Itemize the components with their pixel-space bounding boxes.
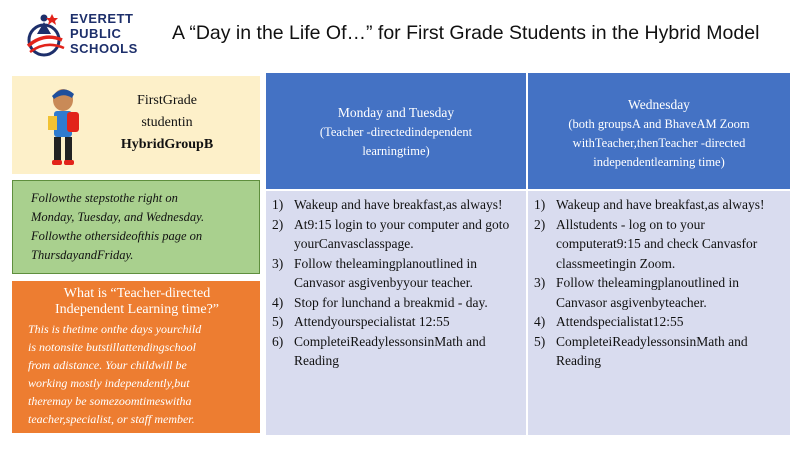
note-line: Followthe stepstothe right on <box>31 191 178 205</box>
wednesday-header <box>528 73 790 189</box>
teacher-directed-explainer <box>12 281 260 433</box>
district-logo <box>22 8 152 66</box>
student-illustration-icon <box>36 82 88 170</box>
student-label: FirstGrade studentin HybridGroupB <box>120 93 214 152</box>
note-line: ThursdayandFriday. <box>31 248 134 262</box>
list-item: 2) At9:15 login to your computer and goto yourCanvasclasspage. <box>272 216 510 251</box>
logo-text: EVERETT PUBLIC SCHOOLS <box>70 11 138 56</box>
list-item: 3) Follow theleamingplanoutlined in Canvasor asgivenbyyour teacher. <box>272 255 477 290</box>
list-item: 5) CompleteiReadylessonsinMath and Reading <box>534 333 748 368</box>
column-title: Monday and Tuesday <box>337 105 455 120</box>
monday-tuesday-header <box>266 73 526 189</box>
explainer-body: This is thetime onthe days yourchild is notonsite butstillattendingschool from adistance. Your childwill be working mostly independently,but theremay be somezoomtimeswitha teacher,specialist, or staff member. <box>28 322 202 426</box>
monday-tuesday-steps <box>266 191 526 435</box>
logo-mark-icon <box>22 10 68 60</box>
column-title: Wednesday <box>628 97 690 112</box>
wednesday-steps <box>528 191 790 435</box>
column-subtitle: (Teacher -directedindependent <box>319 125 473 139</box>
list-item: 6) CompleteiReadylessonsinMath and Reading <box>272 333 486 368</box>
note-line: Monday, Tuesday, and Wednesday. <box>31 210 205 224</box>
column-subtitle: (both groupsA and BhaveAM Zoom withTeacher,thenTeacher -directed <box>568 117 750 150</box>
student-card <box>12 76 260 174</box>
list-item: 1) Wakeup and have breakfast,as always! <box>534 197 765 212</box>
list-item: 2) Allstudents - log on to your computerat9:15 and check Canvasfor classmeetingin Zoom. <box>534 216 758 271</box>
explainer-title-line: What is “Teacher-directed <box>63 286 211 301</box>
list-item: 5) Attendyourspecialistat 12:55 <box>272 314 450 329</box>
column-subtitle: learningtime) <box>362 144 430 158</box>
list-item: 4) Attendspecialistat12:55 <box>534 314 684 329</box>
page-title: A “Day in the Life Of…” for First Grade Students in the Hybrid Model <box>172 22 760 44</box>
list-item: 4) Stop for lunchand a breakmid - day. <box>272 294 488 310</box>
instructions-note <box>12 180 260 274</box>
list-item: 1) Wakeup and have breakfast,as always! <box>272 197 503 212</box>
note-line: Followthe othersideofthis page on <box>31 229 203 243</box>
explainer-title-line: Independent Learning time?” <box>54 302 220 317</box>
column-subtitle: independentlearning time) <box>593 155 725 169</box>
list-item: 3) Follow theleamingplanoutlined in Canvasor asgivenbyteacher. <box>534 275 739 310</box>
